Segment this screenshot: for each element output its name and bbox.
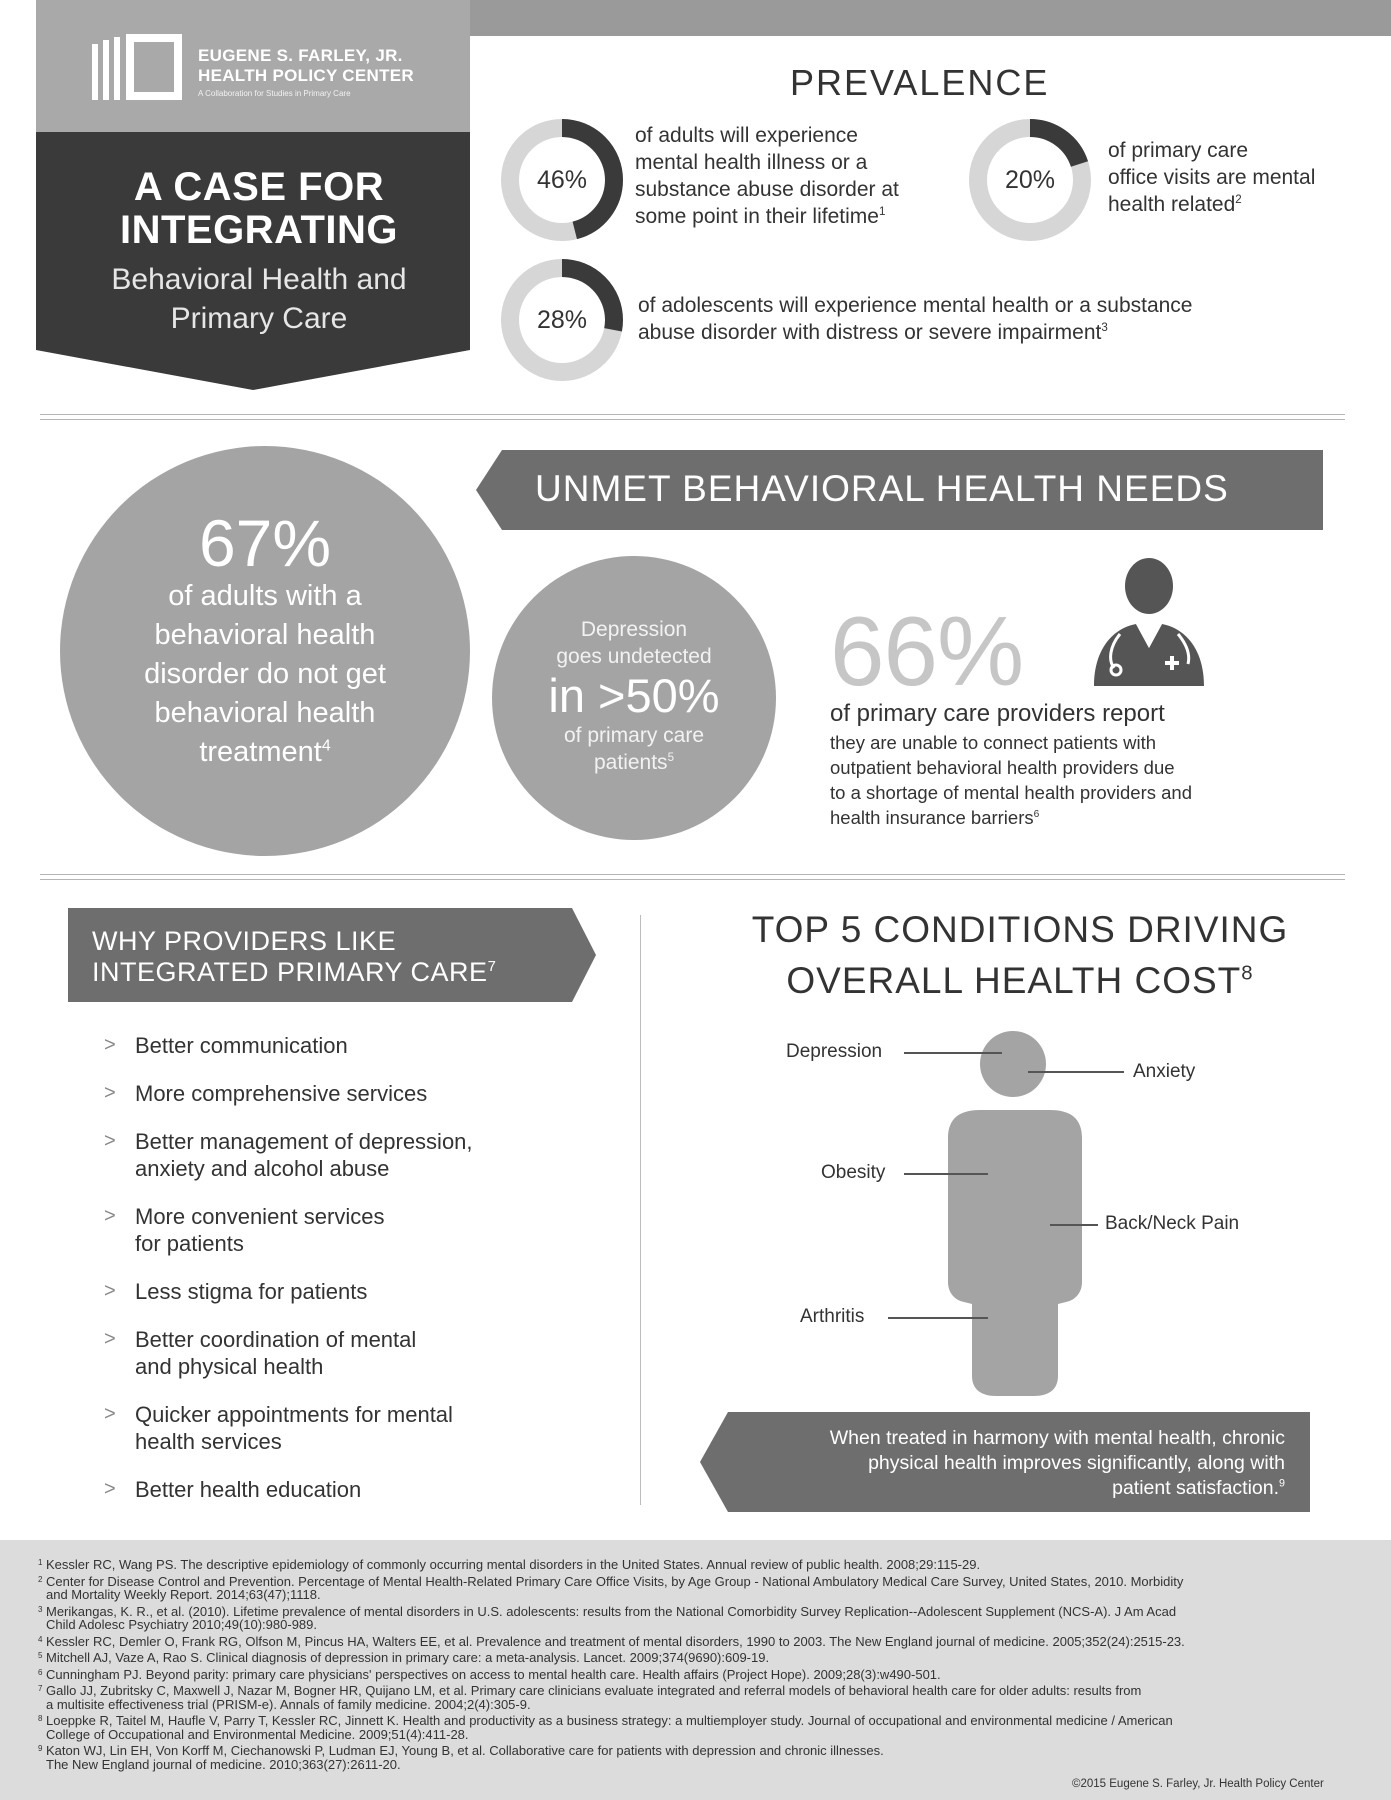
condition-obesity: Obesity — [821, 1162, 886, 1183]
reference-item: 3 Merikangas, K. R., et al. (2010). Lifetime prevalence of mental disorders in U.S. adolescents: results from the National Comorbidity Survey Replication--Adolescent Supplement (NCS-A). J Am Acad Child Adolesc Psychiatry 2010;49(10):980-989. — [38, 1603, 1177, 1632]
chevron-right-icon: > — [104, 1130, 116, 1152]
providers-stat-text: they are unable to connect patients with outpatient behavioral health providers due to a shortage of mental health providers and health insurance barriers$^6$ — [830, 732, 1193, 828]
copyright: ©2015 Eugene S. Farley, Jr. Health Policy Center — [1072, 1778, 1324, 1790]
list-item: > Better health education — [104, 1477, 362, 1502]
adults-stat-text: of adults with a behavioral health disorder do not get behavioral health treatment$^4$ — [144, 580, 386, 768]
chevron-right-icon: > — [104, 1280, 116, 1302]
reference-item: 5 Mitchell AJ, Vaze A, Rao S. Clinical diagnosis of depression in primary care: a meta-analysis. Lancet. 2009;374(9690):609-19. — [38, 1650, 770, 1665]
chevron-right-icon: > — [104, 1478, 116, 1500]
unmet-heading: UNMET BEHAVIORAL HEALTH NEEDS — [535, 468, 1229, 509]
list-item: > Quicker appointments for mental health services — [104, 1402, 453, 1454]
list-item: > Less stigma for patients — [104, 1279, 368, 1304]
depression-stat-bottom: of primary care patients$^5$ — [563, 724, 705, 774]
column-divider — [640, 915, 641, 1505]
depression-stat-big: in >50% — [548, 669, 720, 722]
why-heading: WHY PROVIDERS LIKE INTEGRATED PRIMARY CARE$^7$ — [92, 926, 497, 987]
reference-item: 7 Gallo JJ, Zubritsky C, Maxwell J, Nazar M, Bogner HR, Quijano LM, et al. Primary care clinicians evaluate integrated and referral models of behavioral health care for older adults: results from a multisite effectiveness trial (PRISM-e). Annals of family medicine. 2004;2(4):305-9. — [38, 1683, 1142, 1712]
adults-stat-percent: 67% — [198, 506, 332, 580]
condition-line — [904, 1052, 1002, 1054]
note-text: When treated in harmony with mental health, chronic physical health improves significantly, along with patient satisfaction.$^9$ — [829, 1427, 1285, 1499]
condition-arthritis: Arthritis — [800, 1306, 865, 1327]
providers-stat-lead: of primary care providers report — [830, 700, 1165, 727]
logo-tagline: A Collaboration for Studies in Primary Care — [198, 89, 351, 98]
condition-depression: Depression — [786, 1041, 883, 1062]
donut-20-label: 20% — [1004, 165, 1056, 194]
logo-name: EUGENE S. FARLEY, JR. HEALTH POLICY CENTER — [198, 46, 414, 85]
reference-item: 2 Center for Disease Control and Prevention. Percentage of Mental Health-Related Primary Care Office Visits, by Age Group - National Ambulatory Medical Care Survey, United States, 2010. Morbidity and Mortality Weekly Report. 2014;63(47);1118. — [38, 1573, 1184, 1602]
page-subtitle: Behavioral Health and Primary Care — [111, 263, 407, 335]
condition-line — [1050, 1224, 1098, 1226]
chevron-right-icon: > — [104, 1034, 116, 1056]
divider — [40, 414, 1345, 420]
top5-heading: TOP 5 CONDITIONS DRIVING OVERALL HEALTH COST$^8$ — [751, 909, 1289, 1001]
why-list — [104, 1032, 574, 1524]
chevron-right-icon: > — [104, 1082, 116, 1104]
page-title: A CASE FOR INTEGRATING — [119, 165, 399, 252]
condition-line — [888, 1317, 988, 1319]
chevron-right-icon: > — [104, 1403, 116, 1425]
providers-stat-percent: 66% — [830, 596, 1024, 706]
list-item: > Better communication — [104, 1033, 348, 1058]
reference-item: 4 Kessler RC, Demler O, Frank RG, Olfson M, Pincus HA, Walters EE, et al. Prevalence and treatment of mental disorders, 1990 to 2003. The New England journal of medicine. 2005;352(24):2515-23. — [38, 1633, 1185, 1649]
logo-icon — [92, 34, 188, 100]
list-item: > More convenient services for patients — [104, 1204, 385, 1256]
condition-line — [904, 1173, 988, 1175]
reference-item: 8 Loeppke R, Taitel M, Haufle V, Parry T, Kessler RC, Jinnett K. Health and productivity as a business strategy: a multiemployer study. Journal of occupational and environmental medicine / American College of Occupational and Environmental Medicine. 2009;51(4):411-28. — [38, 1713, 1173, 1742]
donut-46-label: 46% — [536, 165, 588, 194]
prevalence-text-adolescents: of adolescents will experience mental health or a substance abuse disorder with distress or severe impairment$^3$ — [638, 294, 1193, 344]
condition-line — [1028, 1071, 1124, 1073]
condition-anxiety: Anxiety — [1133, 1061, 1196, 1082]
depression-stat-top: Depression goes undetected — [556, 618, 712, 668]
condition-back-neck: Back/Neck Pain — [1105, 1213, 1240, 1234]
body-figure-icon — [930, 1020, 1100, 1396]
divider — [40, 874, 1345, 880]
top-bar — [470, 0, 1391, 36]
prevalence-heading: PREVALENCE — [790, 62, 1050, 103]
reference-item: 6 Cunningham PJ. Beyond parity: primary care physicians' perspectives on access to mental health care. Health affairs (Project Hope). 2009;28(3):w490-501. — [38, 1666, 941, 1682]
chevron-right-icon: > — [104, 1328, 116, 1350]
references-list — [38, 1558, 1368, 1774]
list-item: > Better management of depression, anxiety and alcohol abuse — [104, 1129, 473, 1181]
prevalence-text-visits: of primary care office visits are mental health related$^2$ — [1108, 139, 1316, 216]
chevron-right-icon: > — [104, 1205, 116, 1227]
reference-item: 9 Katon WJ, Lin EH, Von Korff M, Ciechanowski P, Ludman EJ, Young B, et al. Collaborative care for patients with depression and chronic illnesses. The New England journal of medicine. 2010;363(27):2611-20. — [38, 1743, 884, 1772]
donut-28-label: 28% — [536, 305, 588, 334]
prevalence-text-adults: of adults will experience mental health illness or a substance abuse disorder at some point in their lifetime$^1$ — [635, 124, 899, 228]
list-item: > Better coordination of mental and physical health — [104, 1327, 417, 1379]
list-item: > More comprehensive services — [104, 1081, 428, 1106]
doctor-icon — [1084, 556, 1214, 686]
reference-item: 1 Kessler RC, Wang PS. The descriptive epidemiology of commonly occurring mental disorders in the United States. Annual review of public health. 2008;29:115-29. — [38, 1557, 981, 1572]
